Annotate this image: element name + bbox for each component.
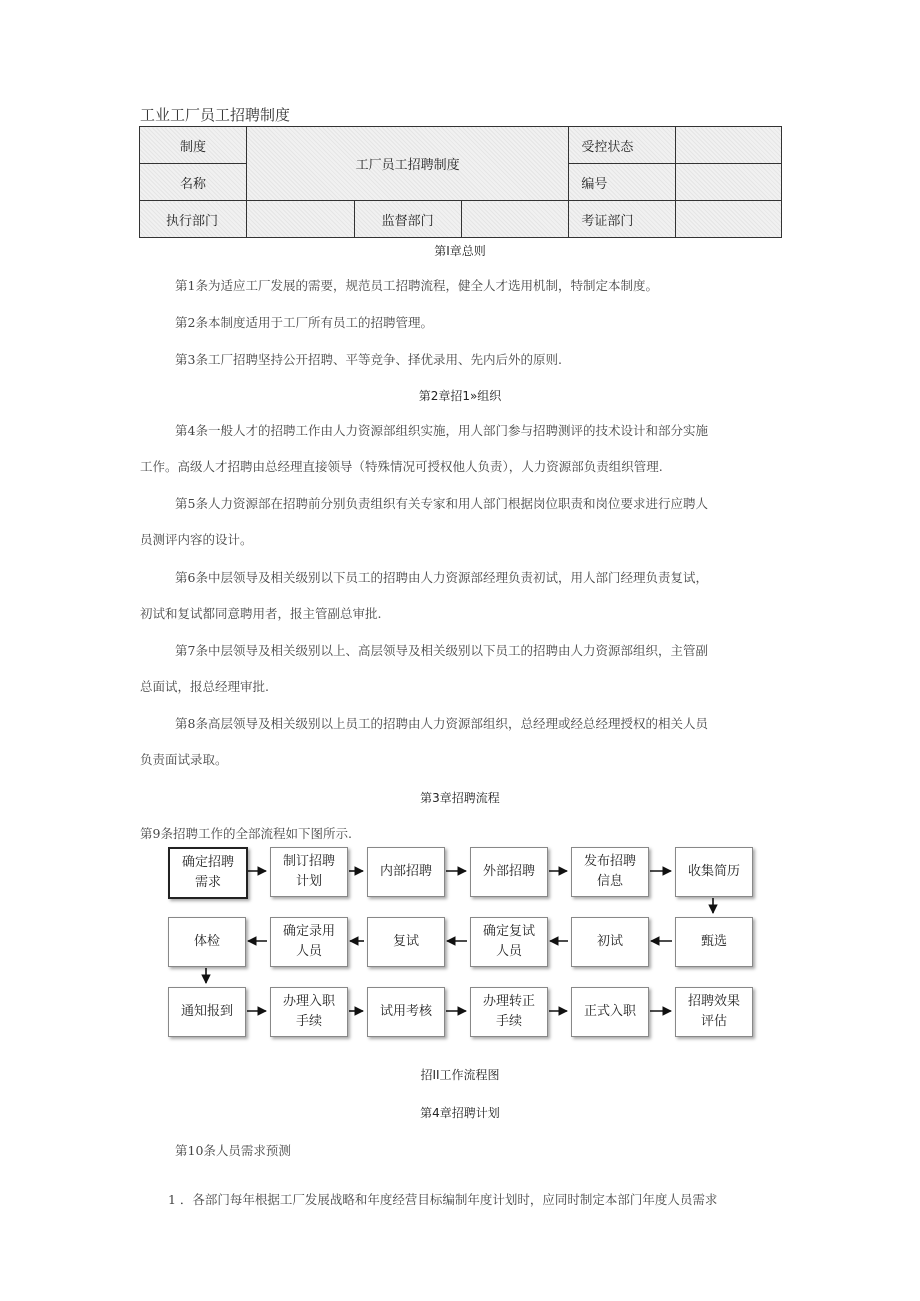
article-9: 第9条招聘工作的全部流程如下图所示.: [140, 826, 352, 841]
flow-step-7-label: 甄选: [700, 934, 727, 949]
number-label: 编号: [581, 176, 608, 192]
flow-step-9-label: 人员: [495, 944, 522, 959]
article-7-line-2: 总面试，报总经理审批.: [140, 679, 269, 694]
flow-step-10-label: 复试: [392, 934, 419, 949]
flow-step-16-label: 手续: [495, 1014, 522, 1029]
flow-step-18-label: 招聘效果: [687, 994, 740, 1009]
flow-step-13-label: 通知报到: [180, 1004, 233, 1019]
article-10-item-1: 1 ．各部门每年根据工厂发展战略和年度经营目标编制年度计划时，应同时制定本部门年度人员需求: [168, 1192, 718, 1207]
flow-step-5-label: 信息: [596, 874, 623, 889]
flow-step-1: [168, 847, 248, 899]
flow-step-9: [470, 917, 548, 967]
flow-step-11-label: 人员: [295, 944, 322, 959]
flow-step-7: [675, 917, 753, 967]
flow-step-3-label: 内部招聘: [379, 864, 432, 879]
flow-step-8-label: 初试: [596, 934, 623, 949]
article-7-line-1: 第7条中层领导及相关级别以上、高层领导及相关级别以下员工的招聘由人力资源部组织，主管副: [175, 643, 708, 658]
flow-step-1-label: 确定招聘: [181, 855, 234, 870]
flow-step-4: [470, 847, 548, 897]
flow-step-5-label: 发布招聘: [583, 854, 636, 869]
flow-step-12: [168, 917, 246, 967]
flow-step-3: [367, 847, 445, 897]
flow-step-13: [168, 987, 246, 1037]
document-title: 工业工厂员工招聘制度: [140, 106, 291, 124]
flow-step-1-label: 需求: [194, 875, 221, 890]
article-1: 第1条为适应工厂发展的需要，规范员工招聘流程，健全人才选用机制，特制定本制度。: [175, 278, 658, 293]
flow-step-11-label: 确定录用: [282, 924, 335, 939]
article-6-line-2: 初试和复试都同意聘用者，报主管副总审批.: [140, 606, 382, 621]
article-4-line-2: 工作。高级人才招聘由总经理直接领导（特殊情况可授权他人负责），人力资源部负责组织管理.: [140, 459, 663, 474]
flow-step-17: [571, 987, 649, 1037]
flow-step-15: [367, 987, 445, 1037]
figure-caption: 招II工作流程图: [420, 1068, 500, 1082]
exec-dept-label: 执行部门: [166, 213, 219, 229]
article-10: 第10条人员需求预测: [175, 1143, 291, 1158]
name-value: 工厂员工招聘制度: [355, 158, 460, 173]
article-6-line-1: 第6条中层领导及相关级别以下员工的招聘由人力资源部经理负责初试，用人部门经理负责复试，: [175, 570, 708, 585]
flow-step-5: [571, 847, 649, 897]
article-5-line-2: 员测评内容的设计。: [140, 532, 253, 547]
flow-step-2-label: 制订招聘: [282, 854, 335, 869]
flow-step-10: [367, 917, 445, 967]
article-8-line-1: 第8条高层领导及相关级别以上员工的招聘由人力资源部组织，总经理或经总经理授权的相关人员: [175, 716, 708, 731]
verify-dept-label: 考证部门: [581, 213, 634, 229]
flow-step-4-label: 外部招聘: [482, 864, 535, 879]
chapter2-heading: 第2章招1»组织: [418, 389, 502, 403]
chapter1-heading: 第Ⅰ章总则: [434, 244, 486, 258]
flow-step-6-label: 收集简历: [687, 864, 740, 879]
flow-step-8: [571, 917, 649, 967]
flow-step-14-label: 手续: [295, 1014, 322, 1029]
flow-step-11: [270, 917, 348, 967]
flow-step-15-label: 试用考核: [379, 1004, 432, 1019]
chapter3-heading: 第3章招聘流程: [420, 791, 500, 805]
flow-step-6: [675, 847, 753, 897]
flow-step-9-label: 确定复试: [482, 924, 535, 939]
flow-step-2-label: 计划: [295, 874, 322, 889]
article-3: 第3条工厂招聘坚持公开招聘、平等竞争、择优录用、先内后外的原则.: [175, 352, 562, 367]
flow-step-17-label: 正式入职: [583, 1004, 636, 1019]
flow-step-18: [675, 987, 753, 1037]
name-label-2: 名称: [180, 176, 207, 192]
chapter4-heading: 第4章招聘计划: [420, 1106, 500, 1120]
article-8-line-2: 负责面试录取。: [140, 752, 228, 767]
flow-step-2: [270, 847, 348, 897]
flow-step-16: [470, 987, 548, 1037]
flow-step-12-label: 体检: [193, 934, 220, 949]
supervise-dept-label: 监督部门: [381, 213, 434, 229]
article-5-line-1: 第5条人力资源部在招聘前分别负责组织有关专家和用人部门根据岗位职责和岗位要求进行应聘人: [175, 496, 708, 511]
article-4-line-1: 第4条一般人才的招聘工作由人力资源部组织实施，用人部门参与招聘测评的技术设计和部分实施: [175, 423, 708, 438]
control-status-label: 受控状态: [581, 139, 634, 155]
name-label-1: 制度: [180, 139, 207, 155]
flow-step-16-label: 办理转正: [482, 994, 535, 1009]
flow-step-14: [270, 987, 348, 1037]
article-2: 第2条本制度适用于工厂所有员工的招聘管理。: [175, 315, 433, 330]
flow-step-18-label: 评估: [700, 1014, 727, 1029]
flow-step-14-label: 办理入职: [282, 994, 335, 1009]
